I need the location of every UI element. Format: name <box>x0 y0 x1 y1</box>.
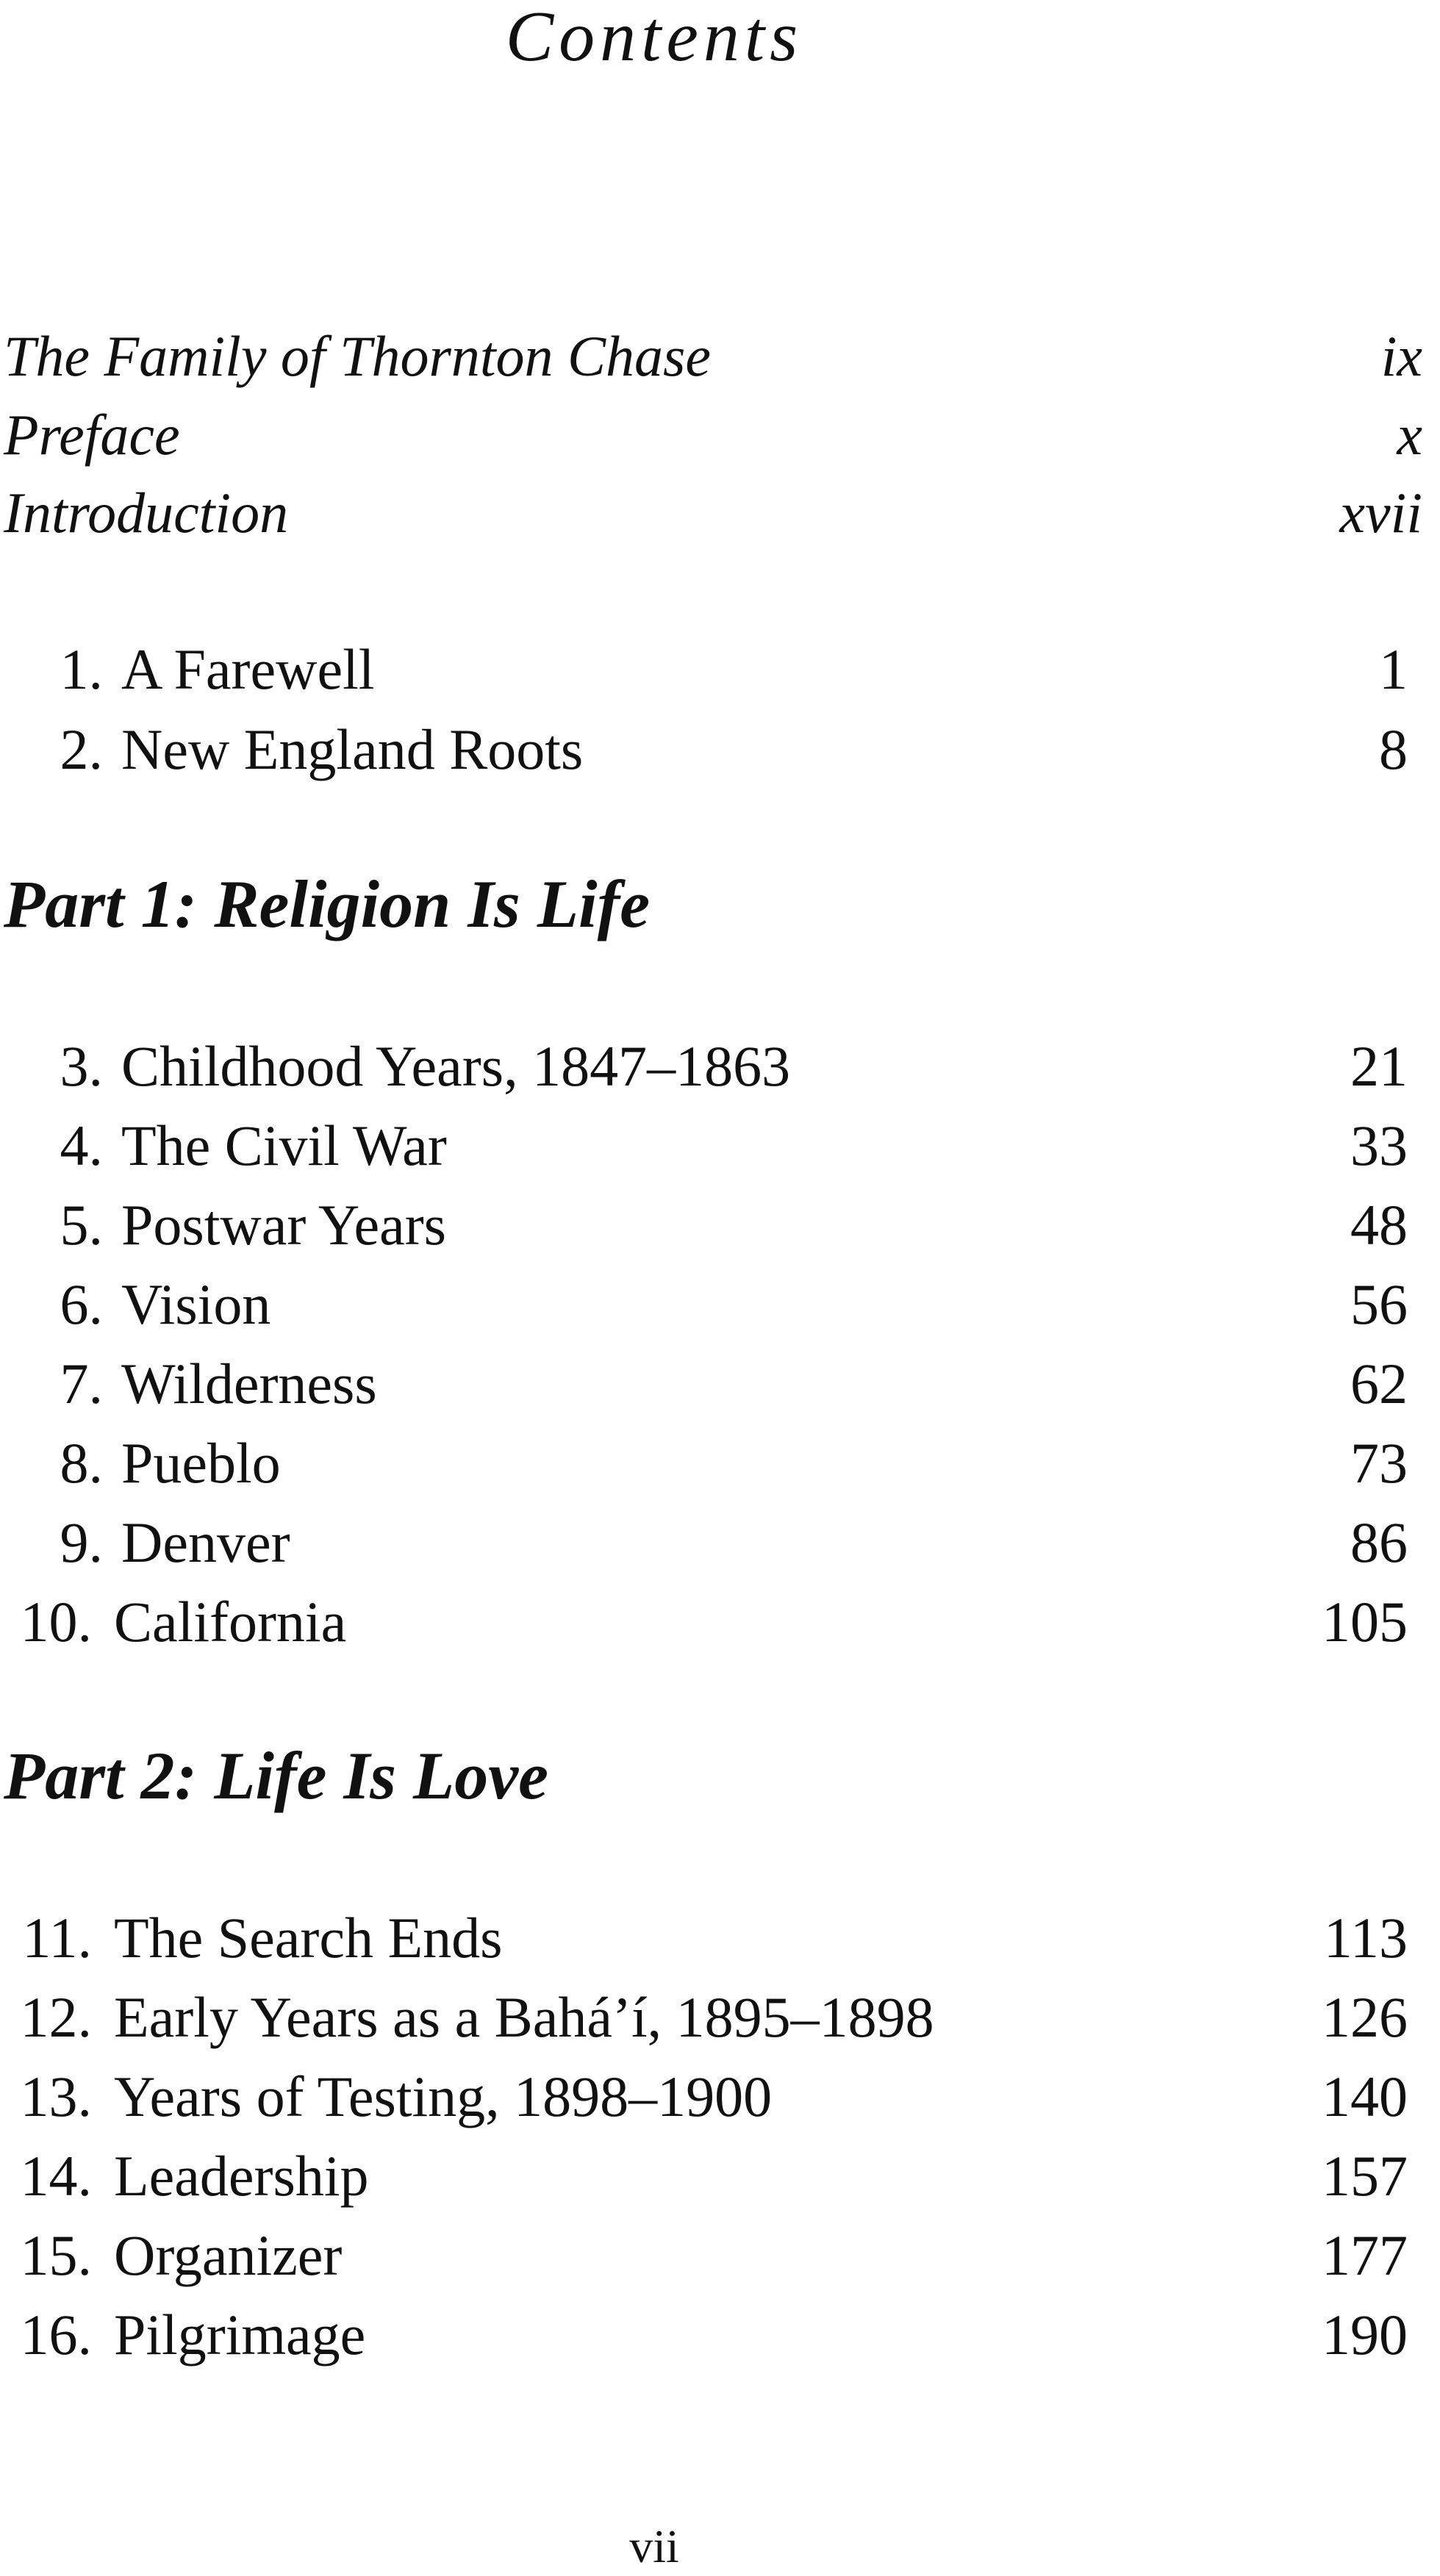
chapter-number: 12. <box>20 1985 92 2049</box>
toc-entry-chapter[interactable] <box>0 1898 1408 1978</box>
chapter-title: California <box>114 1590 347 1654</box>
chapter-title: A Farewell <box>121 637 375 701</box>
toc-entry-chapter[interactable] <box>0 1343 1408 1424</box>
chapter-number: 15. <box>20 2223 92 2287</box>
chapter-number: 11. <box>22 1906 92 1970</box>
chapter-page: 73 <box>1350 1431 1408 1495</box>
chapter-number: 9. <box>60 1510 103 1574</box>
chapter-title: The Civil War <box>121 1113 447 1177</box>
chapter-number: 7. <box>60 1352 103 1416</box>
chapter-title: Postwar Years <box>121 1193 447 1257</box>
part-heading: Part 1: Religion Is Life <box>4 867 651 941</box>
toc-entry-introduction[interactable] <box>4 473 1422 553</box>
chapter-page: 126 <box>1322 1985 1408 2049</box>
chapter-number: 13. <box>20 2064 92 2128</box>
chapter-page: 48 <box>1350 1193 1408 1257</box>
toc-entry-chapter[interactable] <box>0 2215 1408 2296</box>
chapter-page: 177 <box>1322 2223 1408 2287</box>
chapter-title: New England Roots <box>121 717 584 781</box>
chapter-title: Organizer <box>114 2223 343 2287</box>
page-number: vii <box>629 2520 679 2572</box>
chapter-number: 3. <box>60 1034 103 1098</box>
chapter-page: 62 <box>1350 1352 1408 1416</box>
toc-entry-chapter[interactable] <box>0 1582 1408 1662</box>
chapter-page: 105 <box>1322 1590 1408 1654</box>
chapter-number: 6. <box>60 1272 103 1336</box>
chapter-title: Leadership <box>114 2144 369 2208</box>
chapter-title: Years of Testing, 1898–1900 <box>114 2064 773 2128</box>
toc-entry-chapter[interactable] <box>0 2056 1408 2137</box>
chapter-title: Wilderness <box>121 1352 377 1416</box>
chapter-page: 86 <box>1350 1510 1408 1574</box>
chapter-page: 190 <box>1322 2303 1408 2367</box>
chapter-title: Pueblo <box>121 1431 281 1495</box>
toc-entry-chapter[interactable] <box>0 2136 1408 2217</box>
chapter-number: 1. <box>60 637 103 701</box>
entry-page: x <box>1397 403 1422 467</box>
toc-entry-chapter[interactable] <box>0 1105 1408 1186</box>
toc-entry-preface[interactable] <box>4 395 1422 476</box>
chapter-page: 8 <box>1379 717 1408 781</box>
chapter-number: 4. <box>60 1113 103 1177</box>
chapter-page: 33 <box>1350 1113 1408 1177</box>
chapter-title: The Search Ends <box>114 1906 503 1970</box>
toc-entry-chapter[interactable] <box>0 1185 1408 1266</box>
entry-title: The Family of Thornton Chase <box>4 324 712 388</box>
toc-entry-chapter[interactable] <box>0 2295 1408 2375</box>
chapter-number: 14. <box>20 2144 92 2208</box>
toc-entry-chapter[interactable] <box>0 1026 1408 1107</box>
part-heading: Part 2: Life Is Love <box>4 1738 548 1813</box>
chapter-title: Childhood Years, 1847–1863 <box>121 1034 791 1098</box>
chapter-page: 1 <box>1379 637 1408 701</box>
toc-entry-chapter[interactable] <box>0 709 1408 790</box>
chapter-title: Vision <box>121 1272 271 1336</box>
chapter-number: 5. <box>60 1193 103 1257</box>
toc-entry-chapter[interactable] <box>0 1264 1408 1345</box>
toc-entry-chapter[interactable] <box>0 1502 1408 1583</box>
entry-page: xvii <box>1339 481 1422 545</box>
chapter-title: Denver <box>121 1510 290 1574</box>
chapter-number: 8. <box>60 1431 103 1495</box>
toc-entry-family[interactable] <box>4 316 1422 397</box>
chapter-page: 157 <box>1322 2144 1408 2208</box>
entry-title: Preface <box>4 403 180 467</box>
chapter-page: 56 <box>1350 1272 1408 1336</box>
chapter-page: 113 <box>1323 1906 1408 1970</box>
chapter-number: 16. <box>20 2303 92 2367</box>
chapter-number: 2. <box>60 717 103 781</box>
chapter-page: 21 <box>1350 1034 1408 1098</box>
entry-title: Introduction <box>4 481 289 545</box>
page-title: Contents <box>505 0 803 76</box>
chapter-number: 10. <box>20 1590 92 1654</box>
chapter-title: Pilgrimage <box>114 2303 366 2367</box>
chapter-page: 140 <box>1322 2064 1408 2128</box>
chapter-title: Early Years as a Bahá’í, 1895–1898 <box>114 1985 934 2049</box>
toc-entry-chapter[interactable] <box>0 1977 1408 2058</box>
entry-page: ix <box>1380 324 1422 388</box>
toc-entry-chapter[interactable] <box>0 1423 1408 1504</box>
toc-entry-chapter[interactable] <box>0 629 1408 710</box>
